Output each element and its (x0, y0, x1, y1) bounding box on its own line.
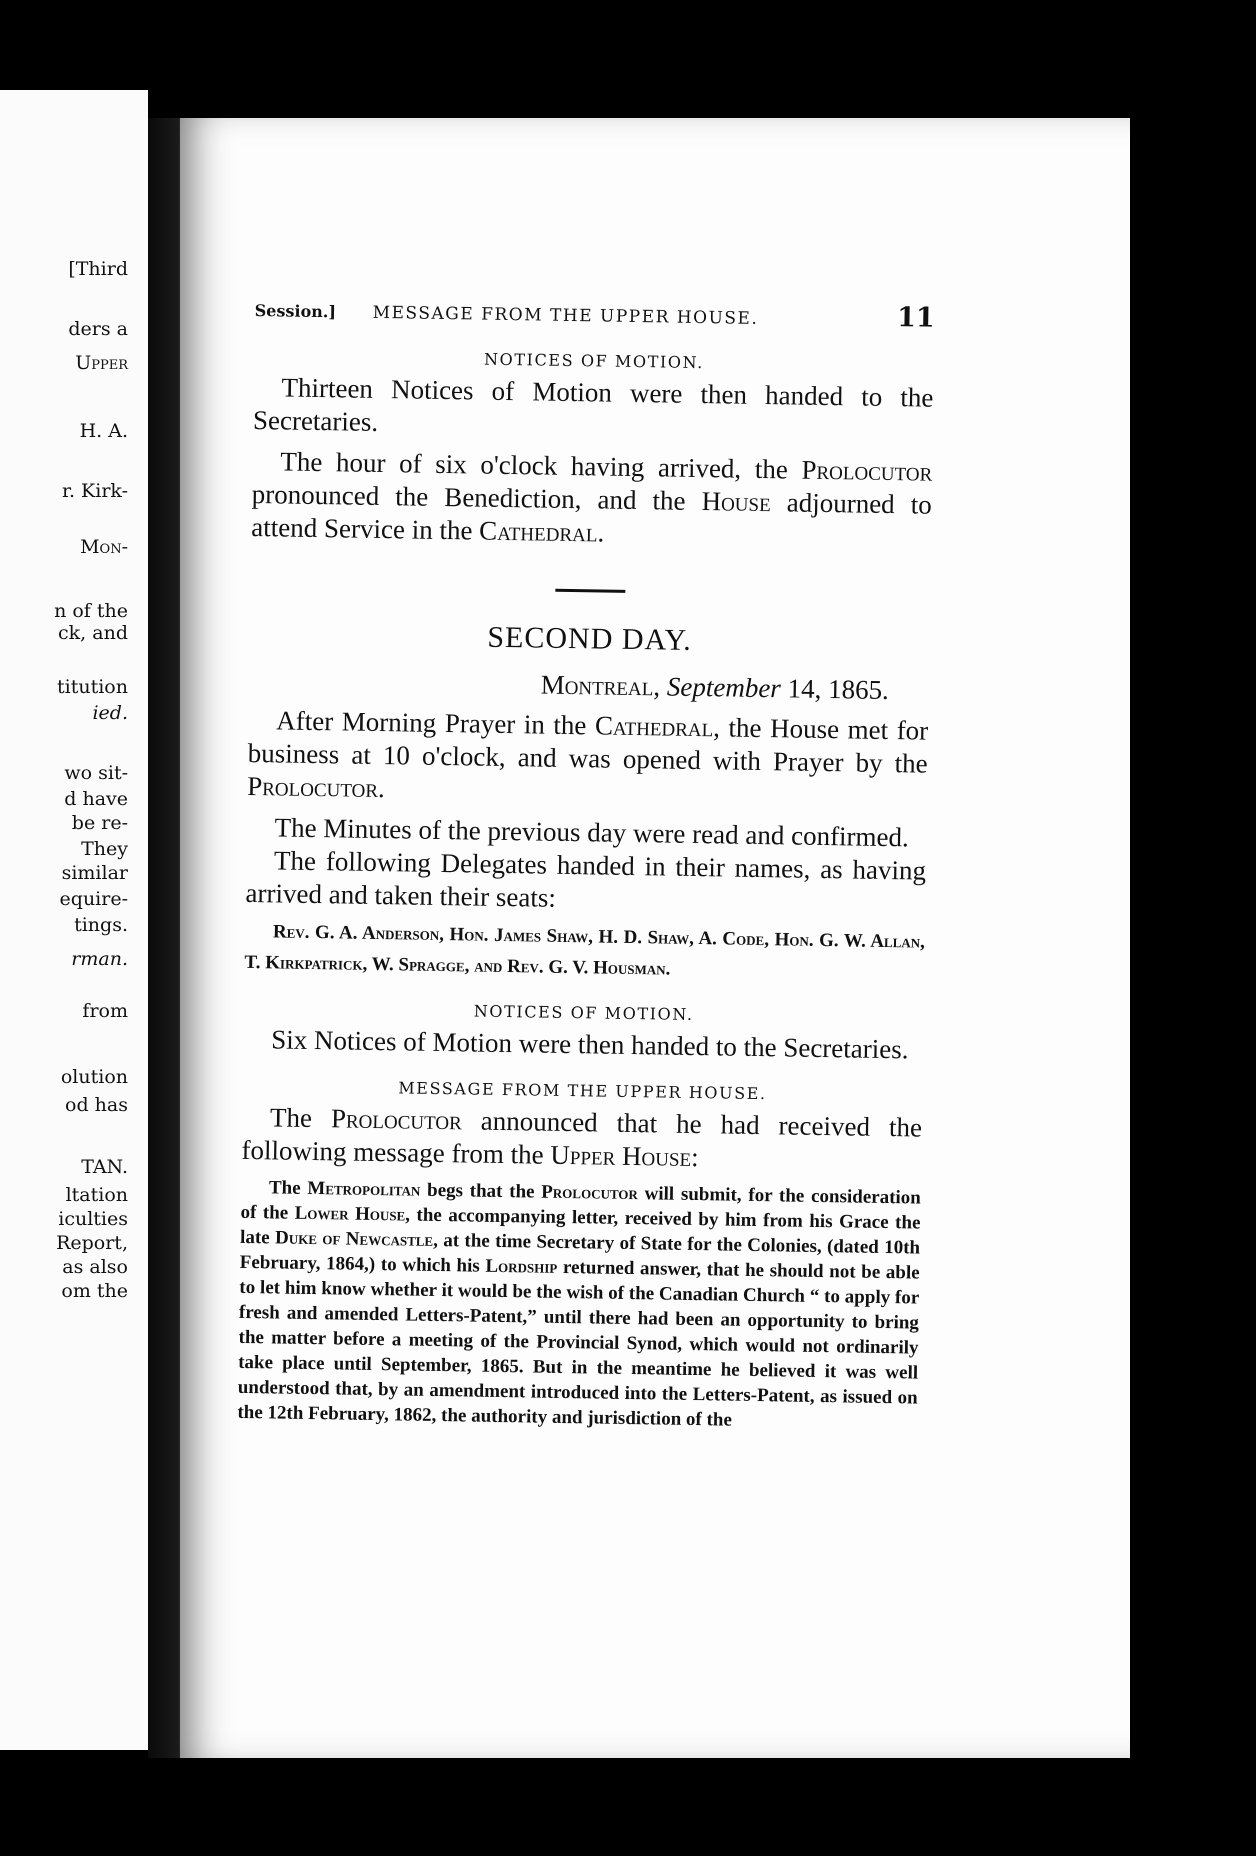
notices-heading-1: NOTICES OF MOTION. (483, 349, 705, 373)
delegates-intro-paragraph: The following Delegates handed in their names, as having arrived and taken their seats: (245, 845, 927, 913)
facing-page-text-fragment: equire- (59, 888, 128, 910)
facing-page-text-fragment: similar (61, 862, 128, 884)
dateline: Montreal, September 14, 1865. (540, 669, 890, 706)
facing-page-text-fragment: H. A. (79, 420, 128, 442)
adjournment-paragraph: The hour of six o'clock having arrived, the Prolocutor pronounced the Benediction, and the House adjourned to attend Service in the Cathedral. (251, 446, 933, 548)
notices-paragraph-1: Thirteen Notices of Motion were then handed to the Secretaries. (252, 372, 934, 437)
facing-page-text-fragment: olution (60, 1066, 128, 1088)
facing-page-text-fragment: They (81, 838, 128, 860)
facing-page-text-fragment: r. Kirk- (61, 480, 128, 502)
section-divider (555, 589, 625, 593)
facing-page-text-fragment: titution (57, 676, 128, 698)
facing-page-text-fragment: from (82, 1000, 128, 1022)
message-intro-paragraph: The Prolocutor announced that he had received the following message from the Upper House: (241, 1102, 923, 1173)
minutes-paragraph: The Minutes of the previous day were read and confirmed. (274, 812, 910, 853)
facing-page-text-fragment: tings. (74, 914, 128, 936)
facing-page-text-fragment: as also (62, 1256, 128, 1278)
header-running-title: MESSAGE FROM THE UPPER HOUSE. (372, 302, 759, 329)
facing-page-text-fragment: n of the (54, 600, 128, 622)
morning-prayer-paragraph: After Morning Prayer in the Cathedral, the House met for business at 10 o'clock, and was opened with Prayer by the Prolocutor. (247, 705, 929, 804)
facing-page-text-fragment: d have (64, 788, 128, 810)
day-title: SECOND DAY. (487, 620, 693, 657)
facing-page-text-fragment: [Third (68, 258, 128, 280)
facing-page-text-fragment: iculties (58, 1208, 128, 1230)
facing-page-text-fragment: ck, and (58, 622, 128, 644)
delegates-list: Rev. G. A. Anderson, Hon. James Shaw, H. D. Shaw, A. Code, Hon. G. W. Allan, T. Kirkpatrick, W. Spragge, and Rev. G. V. Housman. (244, 921, 926, 980)
message-heading: MESSAGE FROM THE UPPER HOUSE. (398, 1078, 767, 1104)
facing-page-text-fragment: TAN. (81, 1156, 128, 1178)
facing-page-text-fragment: wo sit- (64, 762, 128, 784)
page-number: 11 (896, 302, 935, 334)
facing-page-fragment (0, 90, 148, 1750)
facing-page-text-fragment: Report, (56, 1232, 128, 1254)
facing-page-text-fragment: ied. (92, 702, 128, 724)
page-content (237, 292, 935, 1436)
notices-paragraph-2: Six Notices of Motion were then handed to the Secretaries. (271, 1024, 909, 1065)
facing-page-text-fragment: rman. (71, 948, 128, 970)
notices-heading-2: NOTICES OF MOTION. (473, 1001, 694, 1024)
facing-page-text-fragment: Upper (75, 352, 128, 374)
facing-page-text-fragment: be re- (71, 812, 128, 834)
facing-page-text-fragment: Mon- (80, 536, 128, 558)
facing-page-text-fragment: od has (65, 1094, 128, 1116)
facing-page-text-fragment: ders a (68, 318, 128, 340)
message-text: The Metropolitan begs that the Prolocutor will submit, for the consideration of the Lower House, the accompanying letter, received by him from his Grace the late Duke of Newcastle, at the time Secretary of State for the Colonies, (dated 10th February, 1864,) to which his Lordship returned answer, that he should not be able to let him know whether it would be the wish of the Canadian Church “ to apply for fresh and amended Letters-Patent,” until there had been an opportunity to bring the matter before a meeting of the Provincial Synod, which would not ordinarily take place until September, 1865. But in the meantime he believed it was well understood that, by an amendment introduced into the Letters-Patent, as issued on the 12th February, 1862, the authority and jurisdiction of the (237, 1177, 921, 1431)
facing-page-text-fragment: ltation (65, 1184, 128, 1206)
facing-page-text-fragment: om the (61, 1280, 128, 1302)
header-session: Session.] (254, 300, 337, 322)
